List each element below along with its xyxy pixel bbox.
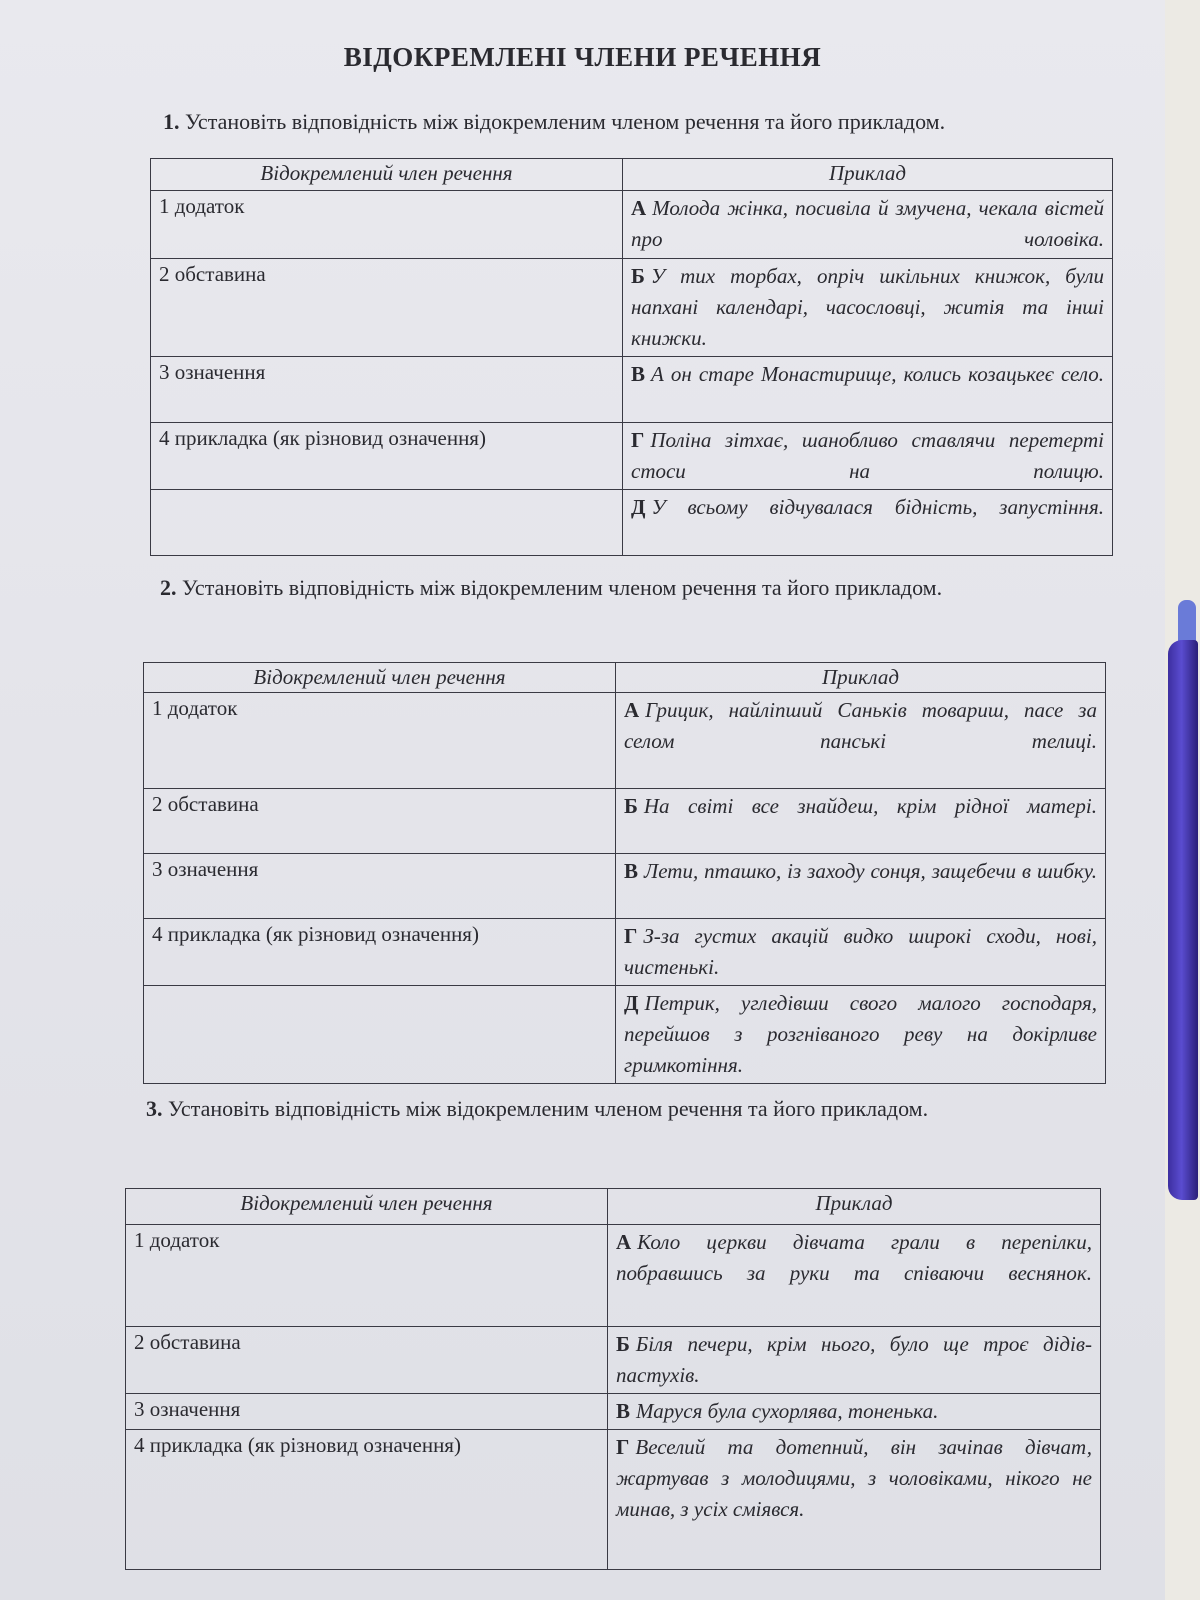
example-text: Петрик, угледівши свого малого господаря, перейшов з розгніваного реву на докірливе гримкотіння. (624, 991, 1097, 1077)
term-cell: 2 обставина (144, 789, 616, 854)
task-number: 3. (146, 1096, 163, 1121)
term-cell: 4 прикладка (як різновид означення) (144, 919, 616, 986)
example-text: На світі все знайдеш, крім рідної матері. (643, 794, 1097, 818)
term-cell-empty (144, 986, 616, 1084)
match-table-1 (150, 158, 1113, 556)
example-text: Поліна зітхає, шанобливо ставлячи перетерті стоси на полицю. (631, 428, 1104, 483)
example-letter: Д (624, 991, 639, 1015)
header-term: Відокремлений член речення (126, 1189, 608, 1225)
example-cell (623, 357, 1113, 423)
example-text: У тих торбах, опріч шкільних книжок, були напхані календарі, часословці, житія та інші книжки. (631, 264, 1104, 350)
match-table-2 (143, 662, 1106, 1084)
term-cell: 3 означення (144, 854, 616, 919)
example-letter: Б (616, 1332, 630, 1356)
example-text: Веселий та дотепний, він зачіпав дівчат, жартував з молодицями, з чоловіками, нікого не минав, з усіх сміявся. (616, 1435, 1092, 1521)
term-cell: 1 додаток (126, 1225, 608, 1327)
term-cell: 3 означення (126, 1394, 608, 1430)
header-example: Приклад (608, 1189, 1101, 1225)
task-text: Установіть відповідність між відокремленим членом речення та його прикладом. (185, 109, 946, 134)
example-letter: А (624, 698, 640, 722)
example-text: У всьому відчувалася бідність, запустіння. (651, 495, 1104, 519)
example-letter: Г (631, 428, 645, 452)
match-table-3 (125, 1188, 1101, 1570)
example-letter: Г (624, 924, 638, 948)
example-letter: Г (616, 1435, 630, 1459)
example-text: Грицик, найліпший Саньків товариш, пасе за селом панські телиці. (624, 698, 1097, 753)
task-3-instruction (146, 1093, 1093, 1124)
example-cell (616, 693, 1106, 789)
example-cell (616, 919, 1106, 986)
example-cell (623, 490, 1113, 556)
term-cell: 2 обставина (151, 259, 623, 357)
example-letter: В (624, 859, 639, 883)
example-cell (623, 259, 1113, 357)
example-cell (608, 1394, 1101, 1430)
example-cell (616, 986, 1106, 1084)
example-cell (623, 191, 1113, 259)
task-number: 1. (163, 109, 180, 134)
page-title: ВІДОКРЕМЛЕНІ ЧЛЕНИ РЕЧЕННЯ (343, 42, 822, 72)
header-term: Відокремлений член речення (144, 663, 616, 693)
task-text: Установіть відповідність між відокремленим членом речення та його прикладом. (168, 1096, 929, 1121)
header-example: Приклад (623, 159, 1113, 191)
example-text: Маруся була сухорлява, тоненька. (636, 1399, 939, 1423)
example-letter: А (631, 196, 647, 220)
term-cell: 3 означення (151, 357, 623, 423)
term-cell: 2 обставина (126, 1327, 608, 1394)
term-cell: 4 прикладка (як різновид означення) (126, 1430, 608, 1570)
example-cell (608, 1430, 1101, 1570)
example-letter: А (616, 1230, 632, 1254)
example-cell (608, 1225, 1101, 1327)
example-text: З-за густих акацій видко широкі сходи, нові, чистенькі. (624, 924, 1097, 979)
task-text: Установіть відповідність між відокремленим членом речення та його прикладом. (182, 575, 943, 600)
term-cell-empty (151, 490, 623, 556)
pen-icon (1168, 640, 1198, 1200)
task-2-instruction (160, 572, 1095, 603)
example-letter: Б (631, 264, 645, 288)
example-cell (616, 854, 1106, 919)
task-1-instruction (163, 106, 1105, 137)
example-cell (608, 1327, 1101, 1394)
term-cell: 4 прикладка (як різновид означення) (151, 423, 623, 490)
header-example: Приклад (616, 663, 1106, 693)
example-text: А он старе Монастирище, колись козацькеє село. (651, 362, 1104, 386)
example-letter: В (631, 362, 646, 386)
example-cell (616, 789, 1106, 854)
task-number: 2. (160, 575, 177, 600)
example-text: Коло церкви дівчата грали в перепілки, побравшись за руки та співаючи веснянок. (616, 1230, 1092, 1285)
term-cell: 1 додаток (151, 191, 623, 259)
example-text: Біля печери, крім нього, було ще троє дідів-пастухів. (616, 1332, 1092, 1387)
term-cell: 1 додаток (144, 693, 616, 789)
example-letter: Б (624, 794, 638, 818)
example-text: Лети, пташко, із заходу сонця, защебечи в шибку. (644, 859, 1097, 883)
example-text: Молода жінка, посивіла й змучена, чекала вістей про чоловіка. (631, 196, 1104, 251)
example-letter: Д (631, 495, 646, 519)
example-cell (623, 423, 1113, 490)
header-term: Відокремлений член речення (151, 159, 623, 191)
example-letter: В (616, 1399, 631, 1423)
